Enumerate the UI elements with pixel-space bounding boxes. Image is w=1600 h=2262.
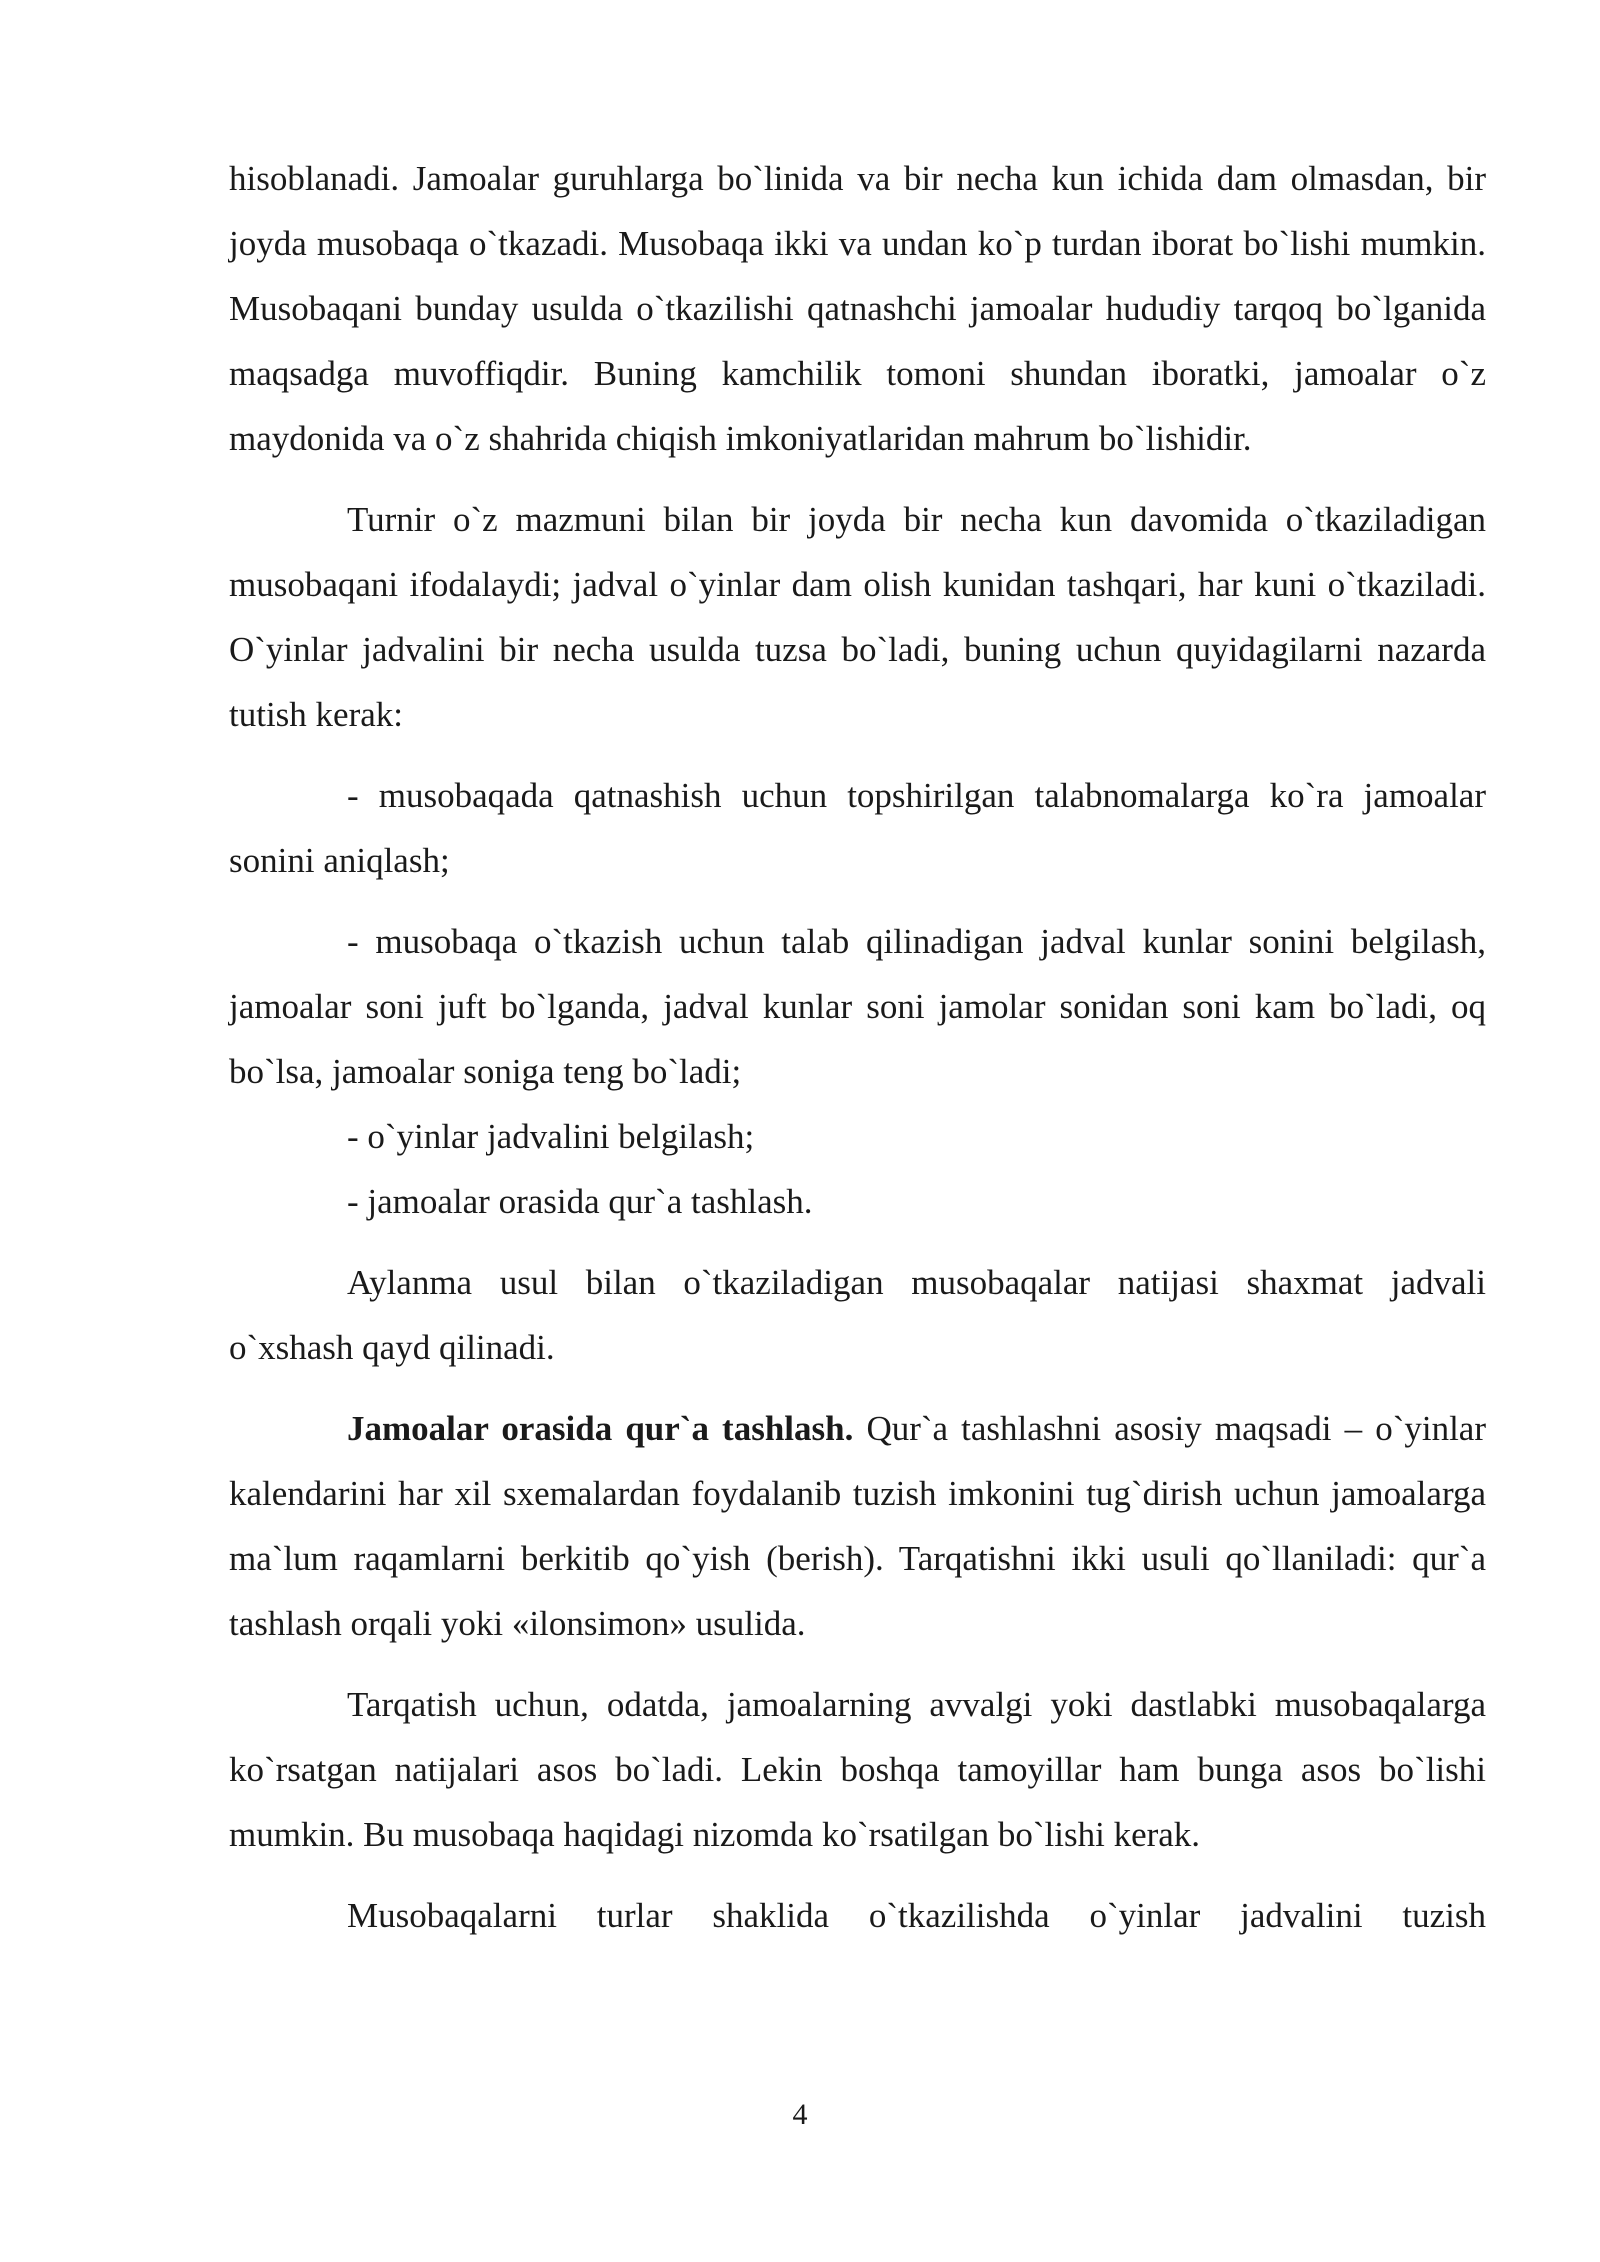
list-item: - jamoalar orasida qur`a tashlash. (347, 1182, 813, 1221)
section-heading-inline: Jamoalar orasida qur`a tashlash. (347, 1409, 854, 1448)
document-body (229, 146, 1486, 1948)
list-item: - o`yinlar jadvalini belgilash; (347, 1117, 755, 1156)
paragraph: Musobaqalarni turlar shaklida o`tkazilishda o`yinlar jadvalini tuzish (347, 1896, 1486, 1935)
paragraph: hisoblanadi. Jamoalar guruhlarga bo`linida va bir necha kun ichida dam olmasdan, bir joyda musobaqa o`tkazadi. Musobaqa ikki va undan ko`p turdan iborat bo`lishi mumkin. Musobaqani bunday usulda o`tkazilishi qatnashchi jamoalar hududiy tarqoq bo`lganida maqsadga muvoffiqdir. Buning kamchilik tomoni shundan iboratki, jamoalar o`z maydonida va o`z shahrida chiqish imkoniyatlaridan mahrum bo`lishidir. (229, 159, 1486, 458)
list-item: - musobaqada qatnashish uchun topshirilgan talabnomalarga ko`ra jamoalar sonini aniqlash; (229, 776, 1486, 880)
paragraph-text: Qur`a tashlashni asosiy maqsadi – o`yinlar kalendarini har xil sxemalardan foydalanib tuzish imkonini tug`dirish uchun jamoalarga ma`lum raqamlarni berkitib qo`yish (berish). Tarqatishni ikki usuli qo`llaniladi: qur`a tashlash orqali yoki «ilonsimon» usulida. (229, 1409, 1486, 1643)
list-item: - musobaqa o`tkazish uchun talab qilinadigan jadval kunlar sonini belgilash, jamoalar soni juft bo`lganda, jadval kunlar soni jamolar sonidan soni kam bo`ladi, oq bo`lsa, jamoalar soniga teng bo`ladi; (229, 922, 1486, 1091)
paragraph: Turnir o`z mazmuni bilan bir joyda bir necha kun davomida o`tkaziladigan musobaqani ifodalaydi; jadval o`yinlar dam olish kunidan tashqari, har kuni o`tkaziladi. O`yinlar jadvalini bir necha usulda tuzsa bo`ladi, buning uchun quyidagilarni nazarda tutish kerak: (229, 500, 1486, 734)
paragraph: Tarqatish uchun, odatda, jamoalarning avvalgi yoki dastlabki musobaqalarga ko`rsatgan natijalari asos bo`ladi. Lekin boshqa tamoyillar ham bunga asos bo`lishi mumkin. Bu musobaqa haqidagi nizomda ko`rsatilgan bo`lishi kerak. (229, 1685, 1486, 1854)
paragraph: Aylanma usul bilan o`tkaziladigan musobaqalar natijasi shaxmat jadvali o`xshash qayd qilinadi. (229, 1263, 1486, 1367)
page-number: 4 (792, 2098, 808, 2131)
paragraph (229, 1396, 1486, 1656)
